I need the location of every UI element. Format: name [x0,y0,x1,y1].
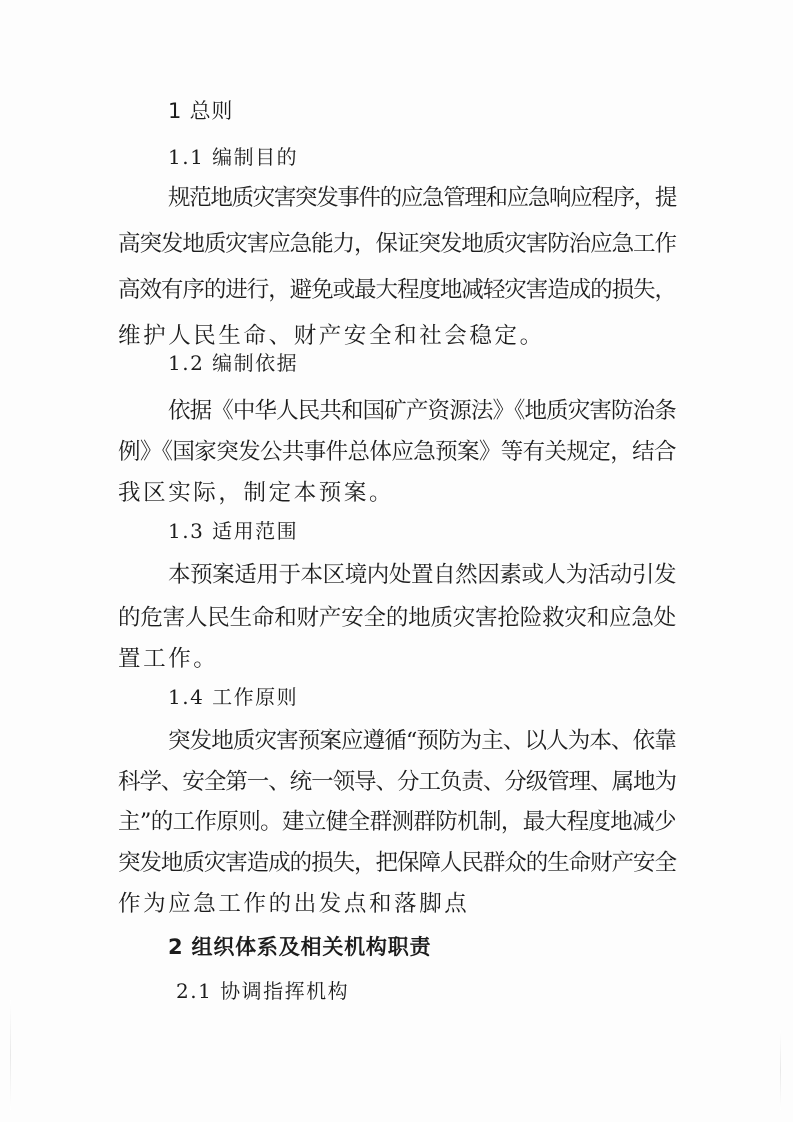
scan-edge-shadow [780,1030,781,1110]
paragraph-line: 例》《国家突发公共事件总体应急预案》等有关规定，结合 [118,439,676,465]
section-2-heading: 2 组织体系及相关机构职责 [168,935,432,959]
paragraph-line: 突发地质灾害预案应遵循“预防为主、以人为本、依靠 [168,728,676,754]
paragraph-line: 科学、安全第一、统一领导、分工负责、分级管理、属地为 [118,769,676,795]
paragraph-line: 主”的工作原则。建立健全群测群防机制，最大程度地减少 [118,809,676,835]
paragraph-line: 作为应急工作的出发点和落脚点 [118,891,470,917]
paragraph-line: 置工作。 [118,646,219,672]
paragraph-line: 规范地质灾害突发事件的应急管理和应急响应程序，提 [168,185,677,211]
paragraph-line: 我区实际，制定本预案。 [118,480,395,506]
paragraph-line: 突发地质灾害造成的损失，把保障人民群众的生命财产安全 [118,850,676,876]
paragraph-line: 依据《中华人民共和国矿产资源法》《地质灾害防治条 [168,398,676,424]
section-1-2-heading: 1.2 编制依据 [168,351,299,375]
section-1-3-heading: 1.3 适用范围 [168,519,299,543]
paragraph-line: 的危害人民生命和财产安全的地质灾害抢险救灾和应急处 [118,605,677,631]
paragraph-line: 本预案适用于本区境内处置自然因素或人为活动引发 [168,562,677,588]
section-1-4-heading: 1.4 工作原则 [168,685,299,709]
section-1-heading: 1 总则 [168,99,234,123]
section-2-1-heading: 2.1 协调指挥机构 [176,979,350,1003]
paragraph-line: 高效有序的进行，避免或最大程度地减轻灾害造成的损失， [118,277,676,303]
paragraph-line: 高突发地质灾害应急能力，保证突发地质灾害防治应急工作 [118,231,676,257]
scan-edge-shadow [10,1000,11,1110]
paragraph-line: 维护人民生命、财产安全和社会稳定。 [118,323,545,349]
section-1-1-heading: 1.1 编制目的 [168,145,299,169]
